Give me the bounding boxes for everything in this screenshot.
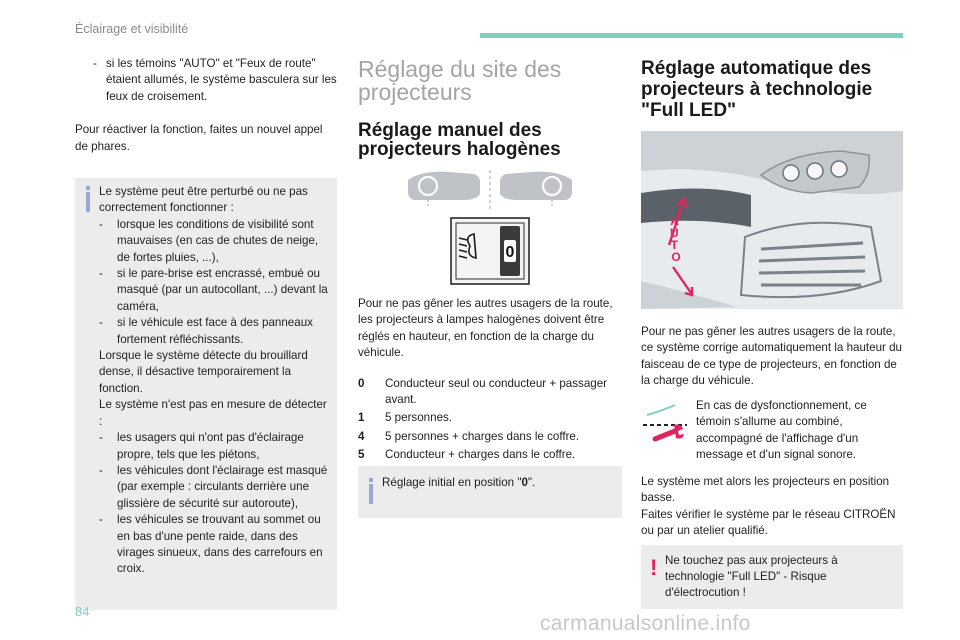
note-cannot: Le système n'est pas en mesure de détecter : [99, 398, 327, 428]
note-item-text: si le pare-brise est encrassé, embué ou masqué (par un autocollant, ...) devant la caméra, [117, 267, 328, 313]
note-item: - les usagers qui n'ont pas d'éclairage propre, tels que les piétons, [99, 431, 304, 461]
full-led-headlamp-illustration [641, 131, 903, 309]
auto-letter: U [669, 226, 679, 240]
info-icon [83, 186, 93, 214]
position-item [358, 376, 622, 409]
wrench-warning-icon [641, 401, 689, 445]
auto-letter: T [670, 238, 678, 252]
note-item: - si le véhicule est face à des panneaux fortement réfléchissants. [99, 316, 313, 346]
note-initial-value: 0 [521, 476, 528, 489]
auto-letter: O [671, 250, 681, 264]
position-text: Conducteur seul ou conducteur + passager avant. [385, 376, 608, 407]
bullet-intro [75, 56, 337, 105]
bullet-intro-text: si les témoins "AUTO" et "Feux de route" étaient allumés, le système basculera sur les feux de croisement. [106, 57, 337, 103]
header-accent-bar [480, 33, 903, 38]
note-item-text: lorsque les conditions de visibilité sont mauvaises (en cas de chutes de neige, de fortes pluies, ...), [117, 217, 319, 264]
heading-auto-full-led: Réglage automatique des projecteurs à technologie "Full LED" [641, 58, 873, 121]
note-box-initial-setting [358, 466, 622, 518]
middle-body [358, 296, 622, 466]
dial-value-label: 0 [505, 244, 515, 261]
position-item [358, 429, 622, 445]
dashboard-dial-illustration [404, 166, 576, 290]
exclamation-icon: ! [650, 555, 658, 580]
position-item [358, 447, 622, 463]
heading-manual-halogen: Réglage manuel des projecteurs halogènes [358, 120, 561, 160]
dash-marker: - [93, 57, 97, 70]
malfunction-text: En cas de dysfonctionnement, ce témoin s'allume au combiné, accompagné de l'affichage d'un message et d'un signal sonore. [696, 399, 867, 462]
halogen-paragraph: Pour ne pas gêner les autres usagers de la route, les projecteurs à lampes halogènes doivent être réglés en hauteur, en fonction de la charge du véhicule. [358, 297, 613, 360]
note-item-text: les véhicules se trouvant au sommet ou en bas d'une pente raide, dans des virages sinueux, dans des carrefours en croix. [117, 513, 323, 576]
right-body [641, 324, 903, 390]
position-text: Conducteur + charges dans le coffre. [385, 448, 576, 462]
low-position-text: Le système met alors les projecteurs en position basse. [641, 475, 890, 505]
note-item: - si le pare-brise est encrassé, embué ou masqué (par un autocollant, ...) devant la caméra, [99, 267, 328, 313]
note-initial-prefix: Réglage initial en position " [382, 476, 522, 489]
note-item-text: si le véhicule est face à des panneaux fortement réfléchissants. [117, 316, 313, 346]
malfunction-block [696, 398, 904, 464]
warning-text: Ne touchez pas aux projecteurs à technologie "Full LED" - Risque d'électrocution ! [665, 554, 838, 599]
position-text: 5 personnes + charges dans le coffre. [385, 429, 580, 443]
section-title: Éclairage et visibilité [75, 22, 189, 36]
position-item [358, 410, 622, 426]
position-number: 5 [358, 448, 365, 462]
full-led-paragraph: Pour ne pas gêner les autres usagers de la route, ce système corrige automatiquement la hauteur du faisceau de ce type de projecteurs, en fonction de la charge du véhicule. [641, 325, 903, 388]
note-fog: Lorsque le système détecte du brouillard dense, il désactive temporairement la fonction. [99, 349, 308, 395]
page-number: 84 [75, 604, 90, 619]
note-item: - les véhicules dont l'éclairage est masqué (par exemple : circulants derrière une glissière de sécurité sur autoroute), [99, 463, 328, 510]
position-number: 0 [358, 376, 365, 390]
right-lower [641, 474, 903, 540]
note-item: - lorsque les conditions de visibilité sont mauvaises (en cas de chutes de neige, de fortes pluies, ...), [99, 217, 319, 264]
auto-letter: A [670, 214, 679, 228]
note-item-text: les usagers qui n'ont pas d'éclairage propre, tels que les piétons, [117, 431, 304, 461]
heading-headlamp-adjust: Réglage du site des projecteurs [358, 56, 562, 105]
warning-box [641, 545, 903, 609]
position-text: 5 personnes. [385, 411, 453, 425]
note-item: - les véhicules se trouvant au sommet ou en bas d'une pente raide, dans des virages sinueux, dans des carrefours en croix. [99, 513, 323, 576]
left-column [75, 56, 337, 155]
position-number: 4 [358, 429, 365, 443]
watermark: carmanualsonline.info [540, 612, 751, 635]
check-text: Faites vérifier le système par le réseau CITROËN ou par un atelier qualifié. [641, 507, 896, 538]
position-number: 1 [358, 411, 365, 425]
note-box-limitations [75, 178, 337, 610]
middle-column [358, 58, 622, 159]
note-intro: Le système peut être perturbé ou ne pas correctement fonctionner : [99, 185, 308, 215]
info-icon [366, 478, 376, 506]
note-initial-suffix: ". [527, 476, 536, 489]
right-column-heading [641, 58, 903, 121]
reactivate-text: Pour réactiver la fonction, faites un nouvel appel de phares. [75, 123, 323, 153]
auto-label [670, 214, 682, 264]
note-item-text: les véhicules dont l'éclairage est masqué (par exemple : circulants derrière une glissière de sécurité sur autoroute), [117, 463, 328, 510]
